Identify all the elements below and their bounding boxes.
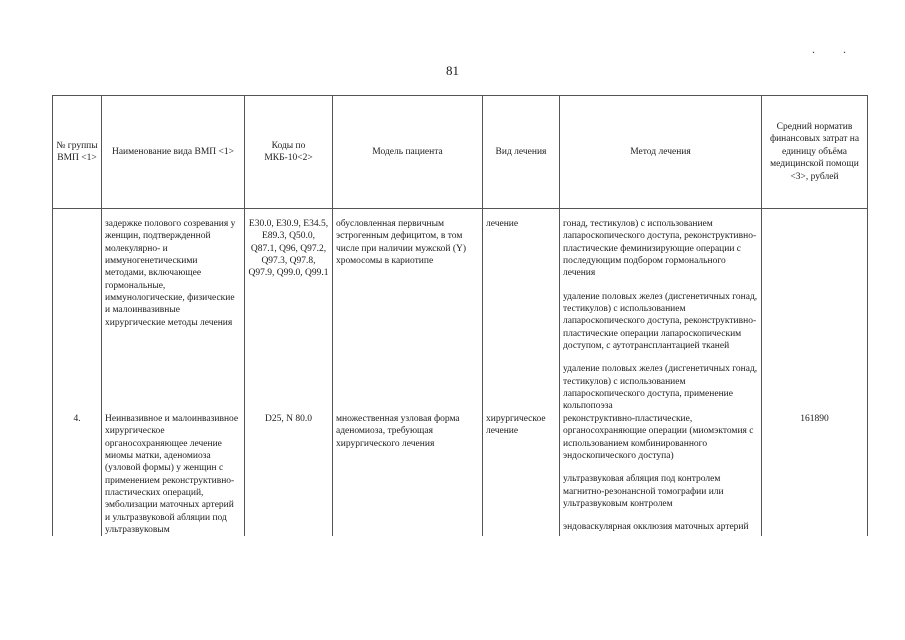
table-row	[53, 218, 868, 413]
treatment-type-cell: хирургическое лечение	[483, 413, 560, 536]
treatment-method-cell	[560, 218, 762, 413]
table-row	[53, 413, 868, 536]
group-number-cell: 4.	[53, 413, 102, 536]
vmp-name-cell: Неинвазивное и малоинвазивное хирургическое органосохраняющее лечение миомы матки, аденомиоза (узловой формы) у женщин с применением реконструктивно-пластических операций, эмболизации маточных артерий и ультразвуковой абляции под ультразвуковым	[102, 413, 245, 536]
header-cost-standard: Средний норматив финансовых затрат на единицу объёма медицинской помощи <3>, рублей	[762, 96, 868, 209]
group-number-cell	[53, 218, 102, 413]
header-treatment-type: Вид лечения	[483, 96, 560, 209]
header-icd-codes: Коды по МКБ-10<2>	[245, 96, 333, 209]
treatment-method-item: удаление половых желез (дисгенетичных гонад, тестикулов) с использованием лапароскопического доступа, реконструктивно-пластические операции лапароскопическим доступом, с аутотрансплантацией тканей	[563, 291, 758, 352]
treatment-method-item: гонад, тестикулов) с использованием лапароскопического доступа, реконструктивно-пластические феминизирующие операции с последующим подбором гормонального лечения	[563, 219, 757, 279]
treatment-method-item: реконструктивно-пластические, органосохраняющие операции (миомэктомия с использованием комбинированного эндоскопического доступа)	[563, 413, 754, 461]
header-treatment-method: Метод лечения	[560, 96, 762, 209]
header-group-number: № группы ВМП <1>	[53, 96, 102, 209]
icd-codes-cell: E30.0, E30.9, E34.5, E89.3, Q50.0, Q87.1, Q96, Q97.2, Q97.3, Q97.8, Q97.9, Q99.0, Q99.1	[245, 218, 333, 413]
cost-cell	[762, 218, 868, 413]
page-number: 81	[446, 63, 459, 78]
vmp-name-cell: задержке полового созревания у женщин, подтвержденной молекулярно- и иммуногенетическими методами, включающее гормональные, иммунологические, физические и малоинвазивные хирургические методы лечения	[102, 218, 245, 413]
corner-mark-1: .	[812, 42, 843, 56]
treatment-method-cell	[560, 413, 762, 536]
header-vmp-name: Наименование вида ВМП <1>	[102, 96, 245, 209]
corner-marks	[812, 42, 874, 57]
header-patient-model: Модель пациента	[333, 96, 483, 209]
patient-model-cell: обусловленная первичным эстрогенным дефицитом, в том числе при наличии мужской (Y) хромосомы в кариотипе	[333, 218, 483, 413]
patient-model-cell: множественная узловая форма аденомиоза, требующая хирургического лечения	[333, 413, 483, 536]
vmp-table	[52, 95, 868, 536]
treatment-method-item: эндоваскулярная окклюзия маточных артерий	[563, 522, 749, 533]
treatment-type-cell: лечение	[483, 218, 560, 413]
corner-mark-2: .	[843, 42, 874, 56]
cost-cell: 161890	[762, 413, 868, 536]
treatment-method-item: удаление половых желез (дисгенетичных гонад, тестикулов) с использованием лапароскопического доступа, применение кольпопоэза	[563, 364, 758, 412]
table-header-row	[53, 96, 868, 209]
treatment-method-item: ультразвуковая абляция под контролем магнитно-резонансной томографии или ультразвуковым контролем	[563, 474, 724, 509]
table-gap-row	[53, 209, 868, 219]
icd-codes-cell: D25, N 80.0	[245, 413, 333, 536]
